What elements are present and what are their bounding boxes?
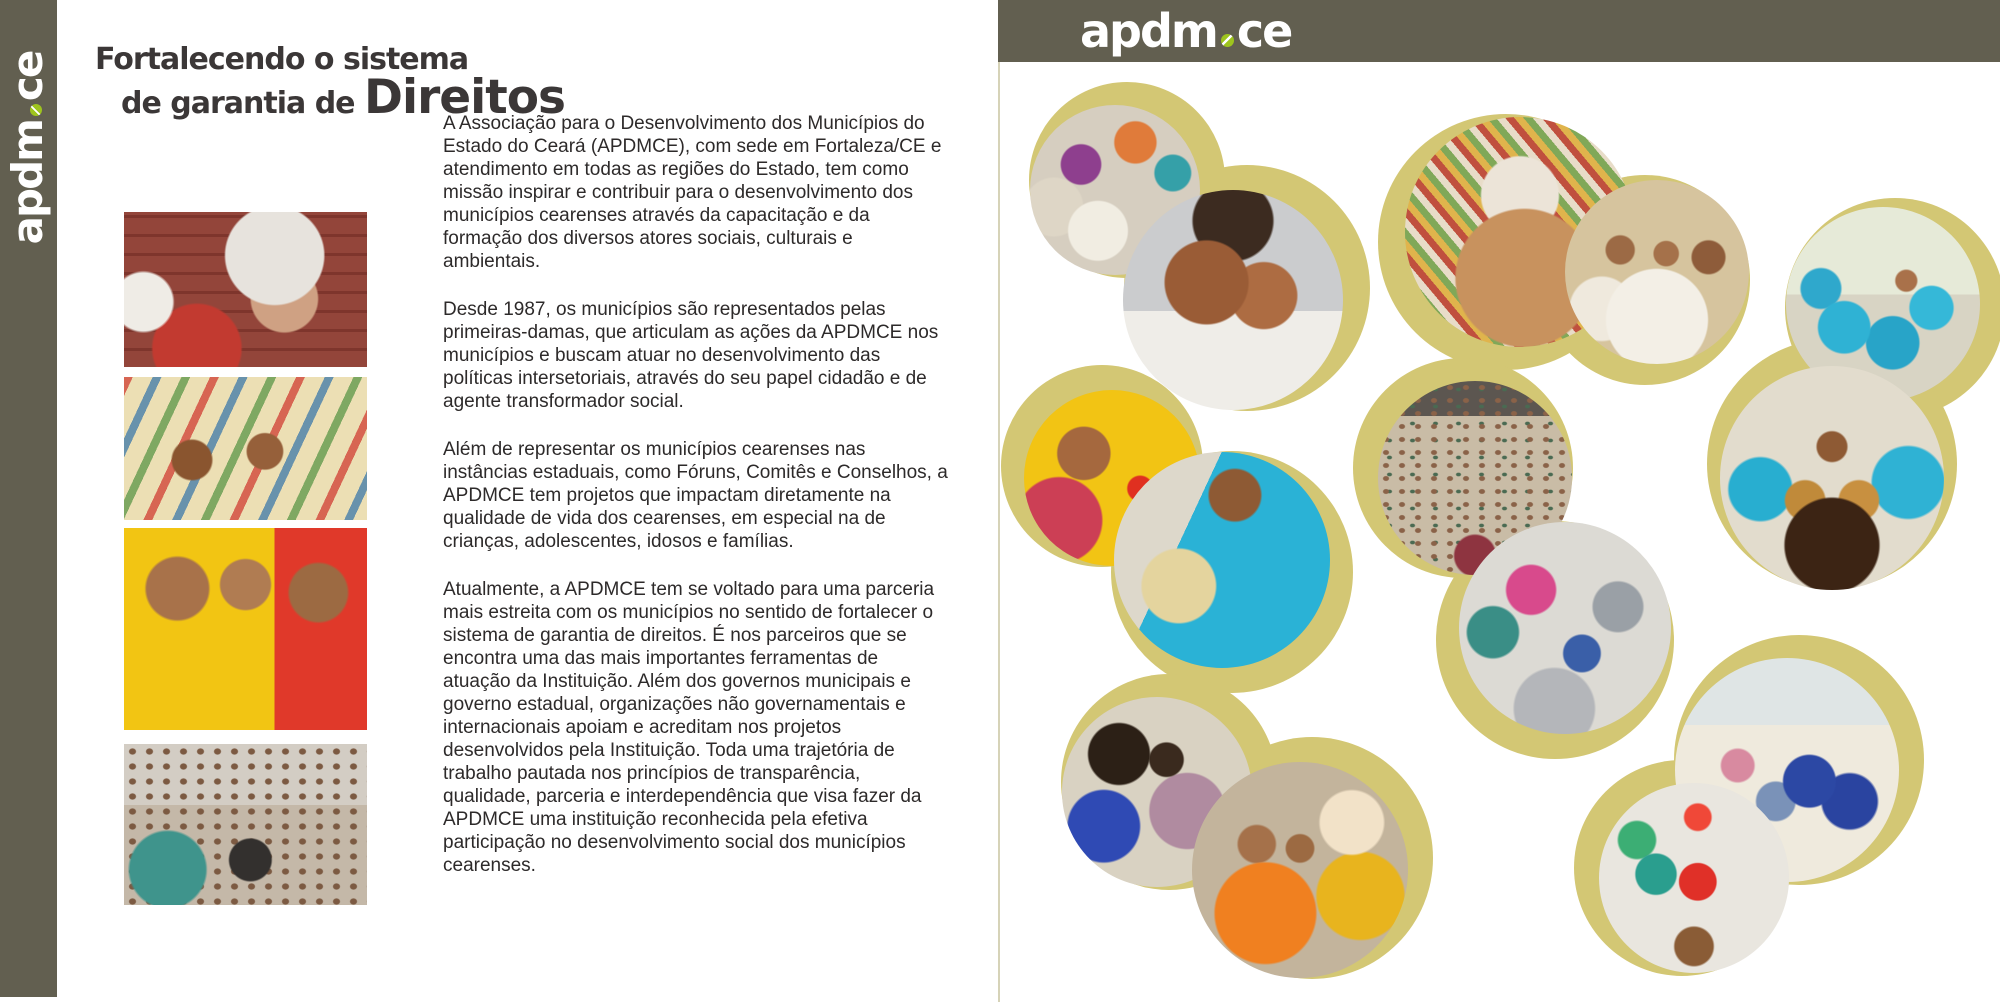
paragraph-representation: Além de representar os municípios cearenses nas instâncias estaduais, como Fóruns, Comitês e Conselhos, a APDMCE tem projetos que impactam diretamente na qualidade de vida dos cearenses, em especial na de crianças, adolescentes, idosos e famílias. [443,439,948,552]
logo-prefix: apdm [3,120,52,245]
brand-logo-header [1080,0,1291,62]
logo-dot-icon [1221,34,1234,47]
photo-drummers [1720,366,1944,590]
page-fold-line [998,62,1000,1002]
collage-photo-seniors-group [1565,180,1749,364]
brand-logo-vertical [0,18,58,278]
photo-girls-hugging [1123,190,1343,410]
collage-photo-women-seminar [1459,522,1671,734]
collage-photo-recycling [1599,783,1789,973]
paragraph-about: A Associação para o Desenvolvimento dos Municípios do Estado do Ceará (APDMCE), com sede em Fortaleza/CE e atendimento em todas as regiões do Estado, tem como missão inspirar e contribuir para o desenvolvimento dos municípios cearenses através da capacitação e da formação dos diversos atores sociais, culturais e ambientais. [443,113,942,272]
body-text [443,112,948,902]
paragraph-history: Desde 1987, os municípios são representados pelas primeiras-damas, que articulam as ações da APDMCE nos municípios e buscam atuar no desenvolvimento das políticas intersetoriais, através do seu papel cidadão e de agente transformador social. [443,299,939,412]
logo-text [1080,4,1292,58]
title-emphasis: Direitos [363,70,565,126]
collage-photo-mascot-group [1192,762,1408,978]
logo-prefix: apdm [1080,4,1217,58]
photo-three-children [124,528,367,730]
right-page [998,0,2000,1002]
logo-text [3,51,52,245]
right-header-bar [998,0,2000,62]
photo-mascot-group [1192,762,1408,978]
logo-suffix: ce [1236,4,1292,58]
paragraph-current: Atualmente, a APDMCE tem se voltado para uma parceria mais estreita com os municípios no sentido de fortalecer o sistema de garantia de direitos. É nos parceiros que se encontra uma das mais importantes ferramentas de atuação da Instituição. Além dos governos municipais e governo estadual, organizações não governamentais e internacionais apoiam e acreditam nos projetos desenvolvidos pela Instituição. Toda uma trajetória de trabalho pautada nos princípios de transparência, qualidade, parceria e interdependência que visa fazer da APDMCE uma instituição reconhecida pela efetiva participação no desenvolvimento social dos municípios cearenses. [443,579,935,876]
photo-elderly-woman [124,212,367,367]
logo-dot-icon [30,104,42,116]
photo-boy-reading [1114,452,1330,668]
collage-photo-boy-reading [1114,452,1330,668]
photo-recycling [1599,783,1789,973]
photo-seniors-group [1565,180,1749,364]
photo-women-seminar [1459,522,1671,734]
title-line-2-prefix: de garantia de [121,86,355,122]
logo-suffix: ce [3,51,52,102]
photo-children-recorders [124,377,367,520]
collage-photo-drummers [1720,366,1944,590]
collage-photo-girls-hugging [1123,190,1343,410]
title-line-1: Fortalecendo o sistema [95,42,469,78]
photo-audience [124,744,367,905]
left-brand-bar [0,0,57,997]
